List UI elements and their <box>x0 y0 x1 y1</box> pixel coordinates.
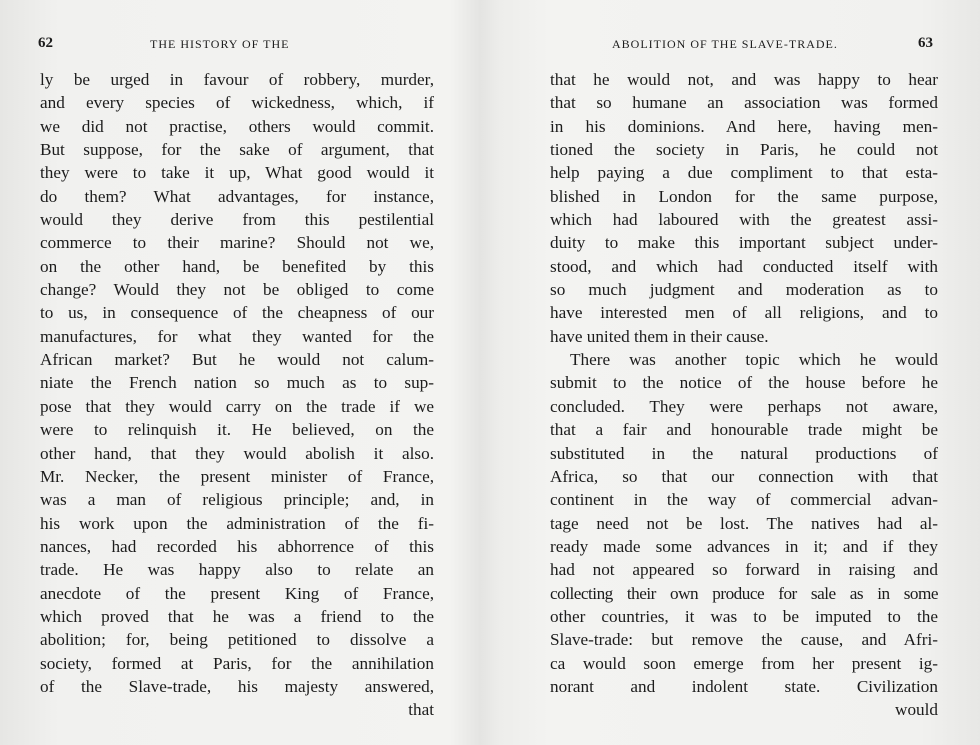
text-line: and every species of wickedness, which, if <box>40 93 434 113</box>
text-line: was a man of religious principle; and, in <box>40 490 434 510</box>
text-line: other hand, that they would abolish it also. <box>40 443 434 463</box>
text-line: that a fair and honourable trade might be <box>550 420 938 440</box>
catchword: that <box>408 700 434 720</box>
text-line: so much judgment and moderation as to <box>550 280 938 300</box>
text-line: anecdote of the present King of France, <box>40 583 434 603</box>
text-line: ready made some advances in it; and if they <box>550 536 938 556</box>
text-line: tage need not be lost. The natives had al- <box>550 513 938 533</box>
text-line: that so humane an association was formed <box>550 93 938 113</box>
text-line: pose that they would carry on the trade if we <box>40 396 434 416</box>
text-line: change? Would they not be obliged to come <box>40 280 434 300</box>
right-page <box>490 0 980 745</box>
text-line: that he would not, and was happy to hear <box>550 70 938 89</box>
text-line: duity to make this important subject under- <box>550 233 938 253</box>
text-line: they were to take it up, What good would it <box>40 163 434 183</box>
text-line: to us, in consequence of the cheapness of our <box>40 303 434 323</box>
text-line: have interested men of all religions, and to <box>550 303 938 323</box>
page-body-text <box>40 68 434 722</box>
text-line: submit to the notice of the house before he <box>550 373 938 393</box>
text-line: collecting their own produce for sale as in some <box>550 583 938 603</box>
running-head: THE HISTORY OF THE <box>150 37 290 51</box>
running-head: ABOLITION OF THE SLAVE-TRADE. <box>612 37 838 51</box>
text-line: which proved that he was a friend to the <box>40 606 434 626</box>
text-line: abolition; for, being petitioned to dissolve a <box>40 630 434 650</box>
text-line: commerce to their marine? Should not we, <box>40 233 434 253</box>
text-line: stood, and which had conducted itself with <box>550 256 938 276</box>
text-line: African market? But he would not calum- <box>40 350 434 370</box>
page-body-text <box>550 68 938 722</box>
text-line: other countries, it was to be imputed to the <box>550 606 938 626</box>
text-line: ly be urged in favour of robbery, murder, <box>40 70 434 89</box>
text-line: manufactures, for what they wanted for the <box>40 326 434 346</box>
text-line: help paying a due compliment to that esta- <box>550 163 938 183</box>
text-line: had not appeared so forward in raising and <box>550 560 938 580</box>
text-line: society, formed at Paris, for the annihilation <box>40 653 434 673</box>
text-line: niate the French nation so much as to sup- <box>40 373 434 393</box>
text-line: were to relinquish it. He believed, on the <box>40 420 434 440</box>
text-line: blished in London for the same purpose, <box>550 186 938 206</box>
text-line: norant and indolent state. Civilization <box>550 676 938 696</box>
text-line: There was another topic which he would <box>570 350 938 370</box>
text-line: substituted in the natural productions of <box>550 443 938 463</box>
text-line: which had laboured with the greatest assi- <box>550 210 938 230</box>
text-line: Mr. Necker, the present minister of France, <box>40 466 434 486</box>
text-line: ca would soon emerge from her present ig- <box>550 653 938 673</box>
text-line: trade. He was happy also to relate an <box>40 560 434 580</box>
text-line: continent in the way of commercial advan- <box>550 490 938 510</box>
text-line: tioned the society in Paris, he could not <box>550 140 938 160</box>
text-line: Slave-trade: but remove the cause, and Afri- <box>550 630 938 650</box>
text-line: do them? What advantages, for instance, <box>40 186 434 206</box>
text-line: we did not practise, others would commit. <box>40 116 434 136</box>
page-number: 63 <box>918 35 933 51</box>
text-line: have united them in their cause. <box>550 326 769 346</box>
page-number: 62 <box>38 35 53 51</box>
text-line: on the other hand, be benefited by this <box>40 256 434 276</box>
text-line: would they derive from this pestilential <box>40 210 434 230</box>
text-line: nances, had recorded his abhorrence of this <box>40 536 434 556</box>
text-line: in his dominions. And here, having men- <box>550 116 938 136</box>
text-line: But suppose, for the sake of argument, that <box>40 140 434 160</box>
catchword: would <box>895 700 938 720</box>
text-line: of the Slave-trade, his majesty answered, <box>40 676 434 696</box>
text-line: Africa, so that our connection with that <box>550 466 938 486</box>
text-line: concluded. They were perhaps not aware, <box>550 396 938 416</box>
text-line: his work upon the administration of the fi- <box>40 513 434 533</box>
